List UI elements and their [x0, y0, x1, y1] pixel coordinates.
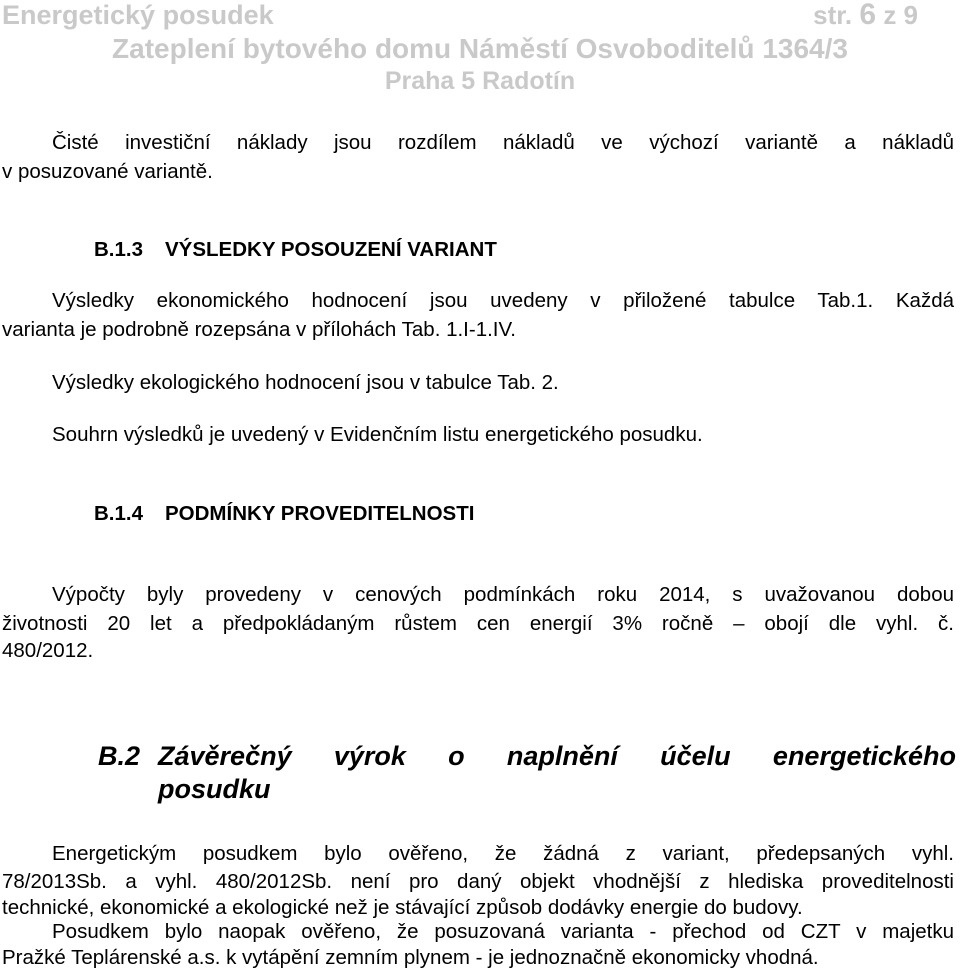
project-location: Praha 5 Radotín: [384, 67, 576, 95]
section-heading-b2: [98, 740, 958, 810]
project-title: Zateplení bytového domu Náměstí Osvoboditelů 1364/3: [112, 33, 848, 64]
section-number: B.1.4: [94, 502, 143, 525]
section-title: VÝSLEDKY POSOUZENÍ VARIANT: [165, 238, 497, 261]
section-title: PODMÍNKY PROVEDITELNOSTI: [165, 502, 475, 525]
intro-line-2: v posuzované variantě.: [2, 160, 213, 183]
b2-line-2: 78/2013Sb. a vyhl. 480/2012Sb. není pro daný objekt vhodnější z hlediska proveditelnosti: [2, 870, 954, 893]
section-title-line-1: Závěrečný výrok o naplnění účelu energetického: [158, 741, 956, 771]
b2-line-1: Energetickým posudkem bylo ověřeno, že žádná z variant, předepsaných vyhl.: [52, 842, 954, 865]
section-number: B.2: [98, 741, 141, 771]
page-number: 6: [859, 0, 877, 31]
b14-line-3: 480/2012.: [2, 639, 94, 662]
b13-line-1: Výsledky ekonomického hodnocení jsou uvedeny v přiložené tabulce Tab.1. Každá: [52, 289, 954, 312]
b2-line-4: Posudkem bylo naopak ověřeno, že posuzovaná varianta - přechod od CZT v majetku: [52, 920, 954, 943]
b2-line-3: technické, ekonomické a ekologické než je stávající způsob dodávky energie do budovy.: [2, 896, 803, 919]
section-heading-b14: [94, 499, 474, 528]
page-indicator: [813, 0, 918, 30]
b2-line-5: Pražké Teplárenské a.s. k vytápění zemním plynem - je jednoznačně ekonomicky vhodná.: [2, 946, 819, 969]
page-suffix: z 9: [883, 0, 918, 30]
b14-line-2: životnosti 20 let a předpokládaným růstem cen energií 3% ročně – obojí dle vyhl. č.: [2, 612, 954, 635]
section-number: B.1.3: [94, 238, 143, 261]
section-heading-b13: [94, 235, 497, 264]
page-prefix: str.: [813, 0, 853, 30]
document-title: Energetický posudek: [2, 0, 274, 30]
intro-line-1: Čisté investiční náklady jsou rozdílem nákladů ve výchozí variantě a nákladů: [52, 131, 954, 154]
b13-line-3: Výsledky ekologického hodnocení jsou v tabulce Tab. 2.: [52, 371, 559, 394]
b14-line-1: Výpočty byly provedeny v cenových podmínkách roku 2014, s uvažovanou dobou: [52, 583, 954, 606]
b13-line-4: Souhrn výsledků je uvedený v Evidenčním listu energetického posudku.: [52, 423, 703, 446]
b13-line-2: varianta je podrobně rozepsána v přílohách Tab. 1.I-1.IV.: [2, 318, 516, 341]
section-title-line-2: posudku: [158, 774, 271, 804]
